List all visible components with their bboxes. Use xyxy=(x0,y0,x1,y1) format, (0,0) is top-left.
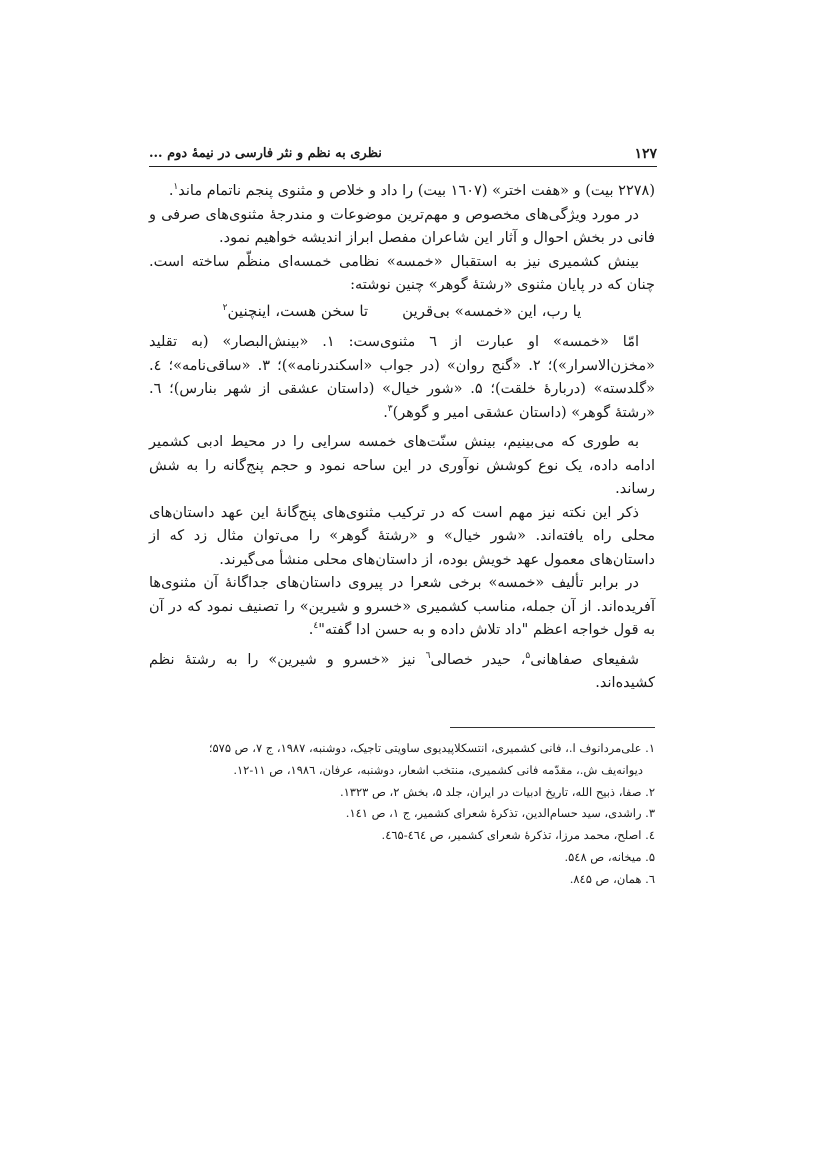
footnote-5: ۵. میخانه، ص ۵٤۸. xyxy=(564,849,655,864)
paragraph-7: در برابر تألیف «خمسه» برخی شعرا در پیروی داستان‌های جداگانهٔ آن مثنوی‌ها آفریده‌اند. از آن جمله، مناسب کشمیری «خسرو و شیرین» را تصنیف نمود که در آن به قول خواجه اعظم "داد تلاش داده و به حسن ادا گفته"$^٤$. xyxy=(149,575,655,638)
footnote-ref: ۵ xyxy=(525,650,531,661)
footnote-4: ٤. اصلح، محمد مرزا، تذکرهٔ شعرای کشمیر، ص ٤٦٤-٤٦۵. xyxy=(381,828,655,843)
running-title: نظری به نظم و نثر فارسی در نیمهٔ دوم ... xyxy=(149,146,382,161)
footnote-rule xyxy=(450,727,655,728)
verse-couplet xyxy=(149,300,655,324)
footnote-3: ۳. راشدی، سید حسام‌الدین، تذکرهٔ شعرای کشمیر، ج ۱، ص ۱٤۱. xyxy=(345,806,655,821)
paragraph-5: به طوری که می‌بینیم، بینش سنّت‌های خمسه سرایی را در محیط ادبی کشمیر ادامه داده، یک نوع کوشش نوآوری در این ساحه نمود و حجم پنج‌گانه را به شش رساند. xyxy=(149,434,655,497)
verse-hemistich-1: یا رب، این «خمسه» بی‌قرین xyxy=(402,301,582,320)
running-header xyxy=(149,142,657,166)
paragraph-6: ذکر این نکته نیز مهم است که در ترکیب مثنوی‌های پنج‌گانهٔ این عهد داستان‌های محلی راه یافته‌اند. «شور خیال» و «رشتهٔ گوهر» را می‌توان مثال زد که از داستان‌های معمول عهد خویش بوده، از داستان‌های محلی منشأ می‌گیرند. xyxy=(149,504,655,568)
footnote-ref: ٤ xyxy=(313,621,319,632)
footnote-ref: ۱ xyxy=(173,182,179,193)
paragraph-1: (۲۲۷۸ بیت) و «هفت اختر» (۱٦۰۷ بیت) را داد و خلاص و مثنوی پنجم ناتمام ماند$^۱$. xyxy=(168,182,655,199)
page-number: ۱۲۷ xyxy=(634,146,657,162)
header-rule xyxy=(149,166,657,167)
paragraph-8: شفیعای صفاهانی$^۵$، حیدر خصالی$^٦$ نیز «خسرو و شیرین» را به رشتهٔ نظم کشیده‌اند. xyxy=(149,650,655,691)
footnote-2: ۲. صفا، ذبیح الله، تاریخ ادبیات در ایران، جلد ۵، بخش ۲، ص ۱۳۲۳. xyxy=(339,784,655,799)
paragraph-4: امّا «خمسه» او عبارت از ٦ مثنوی‌ست: ۱. «بینش‌البصار» (به تقلید «مخزن‌الاسرار»)؛ ۲. «گنج روان» (در جواب «اسکندرنامه»)؛ ۳. «ساقی‌نامه»؛ ٤. «گلدسته» (دربارهٔ خلقت)؛ ۵. «شور خیال» (داستان عشقی از شهر بنارس)؛ ٦. «رشتهٔ گوهر» (داستان عشقی امیر و گوهر)$^۳$. xyxy=(149,334,655,421)
footnote-1-continued: دیوانه‌یف ش.، مقدّمه فانی کشمیری، منتخب اشعار، دوشنبه، عرفان، ۱۹۸٦، ص ۱۱-۱۲. xyxy=(233,762,643,777)
footnotes xyxy=(149,738,655,891)
paragraph-3: بینش کشمیری نیز به استقبال «خمسه» نظامی خمسه‌ای منظّم ساخته است. چنان که در پایان مثنوی «رشتهٔ گوهر» چنین نوشته: xyxy=(149,253,655,293)
body-text xyxy=(149,180,655,696)
footnote-ref: ۳ xyxy=(387,403,393,414)
paragraph-2: در مورد ویژگی‌های مخصوص و مهم‌ترین موضوعات و مندرجهٔ مثنوی‌های صرفی و فانی در بخش احوال و آثار این شاعران مفصل ابراز اندیشه خواهیم نمود. xyxy=(149,206,655,246)
verse-hemistich-2: تا سخن هست، اینچنین$^۲$ xyxy=(222,301,369,320)
footnote-ref: ٦ xyxy=(425,650,431,661)
footnote-ref: ۲ xyxy=(222,302,228,313)
footnote-6: ٦. همان، ص ۸٤۵. xyxy=(569,871,655,886)
footnote-1: ۱. علی‌مردانوف ا.، فانی کشمیری، انتسکلاپیدیوی ساویتی تاجیک، دوشنبه، ۱۹۸۷، ج ۷، ص ۵۷۵؛ xyxy=(208,741,655,755)
